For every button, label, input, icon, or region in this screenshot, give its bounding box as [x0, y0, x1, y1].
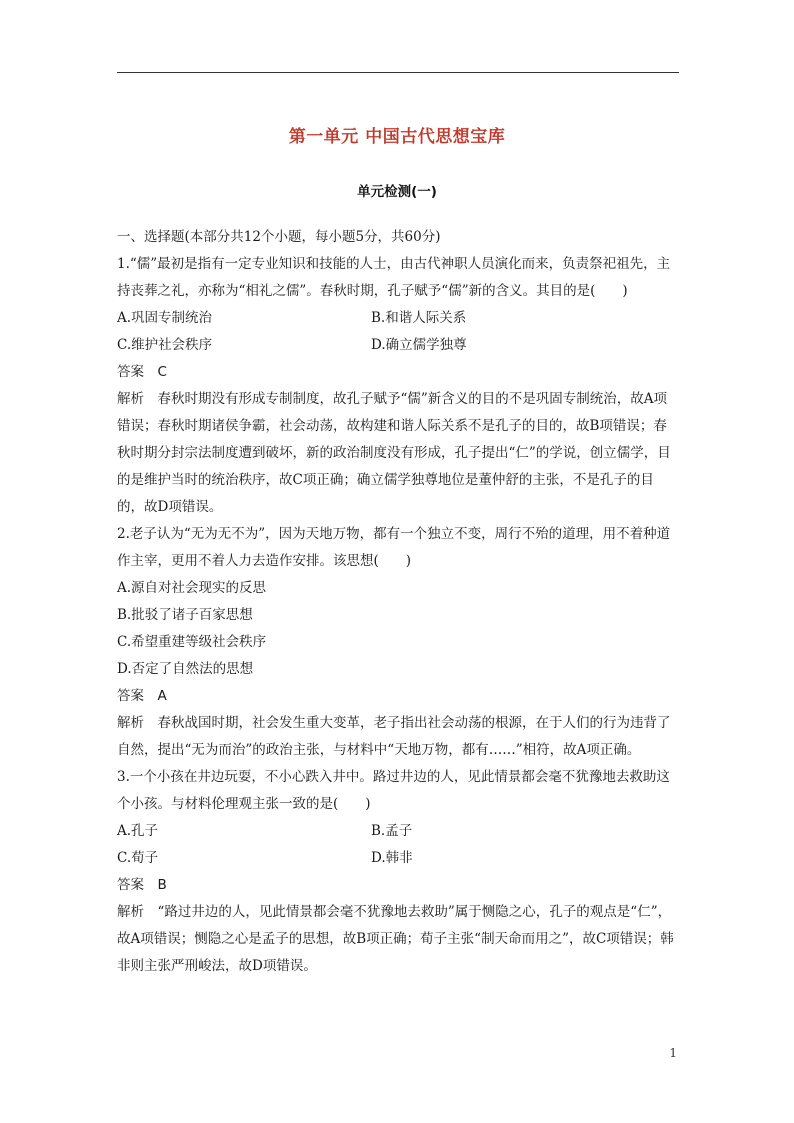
question-1-stem: 1.“儒”最初是指有一定专业知识和技能的人士，由古代神职人员演化而来，负责祭祀祖先，主持丧葬之礼，亦称为“相礼之儒”。春秋时期，孔子赋予“儒”新的含义。其目的是( ) [117, 256, 671, 299]
question-2-answer: 答案 A [117, 688, 167, 704]
option-a: A.源自对社会现实的反思 [117, 580, 267, 596]
option-b: B.和谐人际关系 [371, 310, 467, 326]
question-3-analysis: 解析 “路过井边的人，见此情景都会毫不犹豫地去救助”属于恻隐之心，孔子的观点是“仁”，故A项错误；恻隐之心是孟子的思想，故B项正确；荀子主张“制天命而用之”，故C项错误；韩非则主张严刑峻法，故D项错误。 [117, 904, 674, 974]
page-number: 1 [669, 1046, 677, 1060]
option-c: C.荀子 [117, 850, 159, 866]
option-b: B.批驳了诸子百家思想 [117, 607, 253, 623]
option-b: B.孟子 [371, 823, 413, 839]
header-rule [117, 72, 679, 73]
option-c: C.维护社会秩序 [117, 337, 213, 353]
exam-content [117, 224, 679, 980]
option-d: D.确立儒学独尊 [371, 337, 467, 353]
page-subtitle: 单元检测(一) [357, 184, 437, 200]
section-heading: 一、选择题(本部分共12个小题，每小题5分，共60分) [117, 229, 441, 245]
question-1-options-row-2 [117, 332, 679, 359]
question-2-analysis: 解析 春秋战国时期，社会发生重大变革，老子指出社会动荡的根源，在于人们的行为违背了自然，提出“无为而治”的政治主张，与材料中“天地万物，都有……”相符，故A项正确。 [117, 715, 671, 758]
option-c: C.希望重建等级社会秩序 [117, 634, 267, 650]
question-1-analysis: 解析 春秋时期没有形成专制制度，故孔子赋予“儒”新含义的目的不是巩固专制统治，故A项错误；春秋时期诸侯争霸，社会动荡，故构建和谐人际关系不是孔子的目的，故B项错误；春秋时期分封宗法制度遭到破坏，新的政治制度没有形成，孔子提出“仁”的学说，创立儒学，目的是维护当时的统治秩序，故C项正确；确立儒学独尊地位是董仲舒的主张，不是孔子的目的，故D项错误。 [117, 391, 671, 515]
question-3-options-row-1 [117, 818, 679, 845]
option-a: A.巩固专制统治 [117, 310, 213, 326]
question-3-options-row-2 [117, 845, 679, 872]
option-d: D.否定了自然法的思想 [117, 661, 254, 677]
question-3-answer: 答案 B [117, 877, 167, 893]
page-title: 第一单元 中国古代思想宝库 [288, 127, 506, 147]
question-3-stem: 3.一个小孩在井边玩耍，不小心跌入井中。路过井边的人，见此情景都会毫不犹豫地去救助这个小孩。与材料伦理观主张一致的是( ) [117, 769, 670, 812]
question-1-options-row-1 [117, 305, 679, 332]
question-2-stem: 2.老子认为“无为无不为”，因为天地万物，都有一个独立不变，周行不殆的道理，用不着种道作主宰，更用不着人力去造作安排。该思想( ) [117, 526, 671, 569]
option-a: A.孔子 [117, 823, 159, 839]
question-1-answer: 答案 C [117, 364, 167, 380]
option-d: D.韩非 [371, 850, 413, 866]
